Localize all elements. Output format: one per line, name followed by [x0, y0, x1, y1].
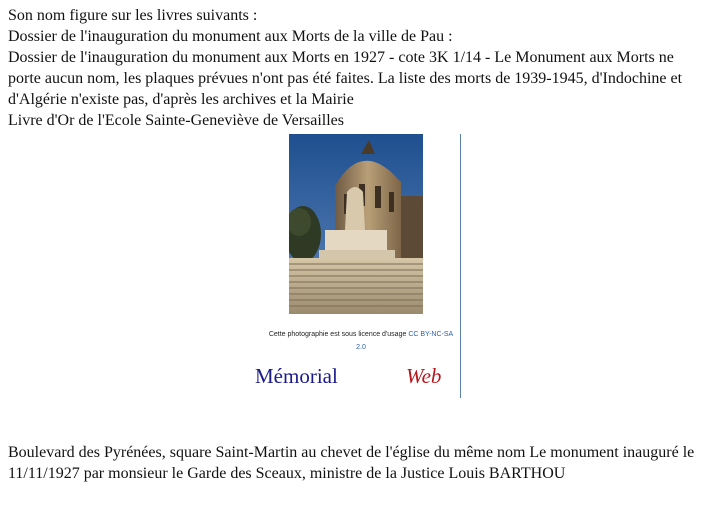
monument-photo-image	[289, 134, 423, 314]
intro-line-1: Son nom figure sur les livres suivants :	[8, 7, 258, 24]
license-version-link[interactable]: 2.0	[356, 344, 366, 351]
memorial-web-logo	[255, 364, 460, 390]
license-link[interactable]: CC BY-NC-SA	[408, 331, 454, 338]
intro-text	[8, 5, 704, 131]
intro-line-2: Dossier de l'inauguration du monument aux Morts de la ville de Pau :	[8, 28, 453, 45]
photo-license	[246, 328, 476, 354]
license-text: Cette photographie est sous licence d'usage	[268, 331, 407, 338]
intro-line-4: Livre d'Or de l'Ecole Sainte-Geneviève de Versailles	[8, 112, 345, 129]
intro-line-3: Dossier de l'inauguration du monument aux Morts en 1927 - cote 3K 1/14 - Le Monument aux Morts ne porte aucun nom, les plaques prévues n'ont pas été faites. La liste des morts de 1939-1945, d'Indochine et d'Algérie n'existe pas, d'après les archives et la Mairie	[8, 49, 683, 108]
location-paragraph: Boulevard des Pyrénées, square Saint-Martin au chevet de l'église du même nom Le monument inauguré le 11/11/1927 par monsieur le Garde des Sceaux, ministre de la Justice Louis BARTHOU	[8, 444, 695, 482]
location-text	[8, 442, 698, 484]
brand-memorial: Mémorial	[255, 364, 338, 388]
brand-web: Web	[406, 364, 442, 388]
divider-line	[460, 134, 461, 398]
monument-photo	[289, 134, 423, 314]
